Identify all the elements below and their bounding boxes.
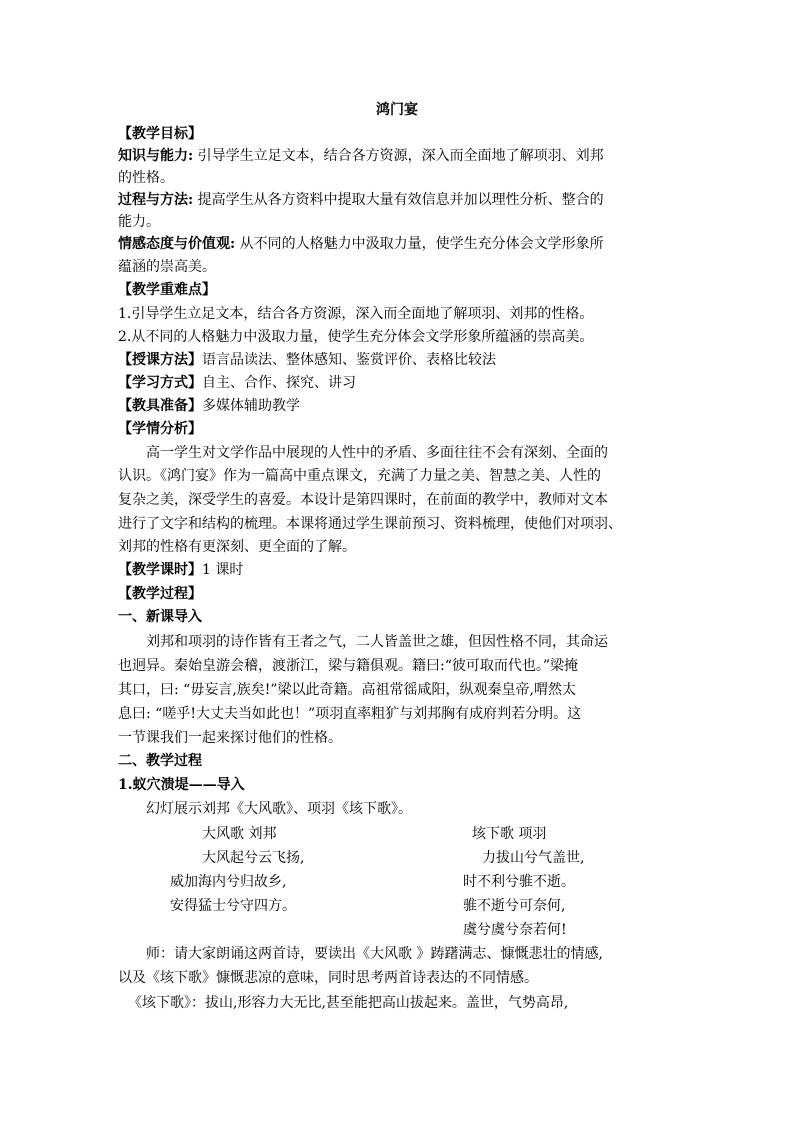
poem-right-line: 骓不逝兮可奈何, [463,898,566,914]
hours-text: 1 课时 [202,562,244,578]
slide-text: 幻灯展示刘邦《大风歌》、项羽《垓下歌》。 [146,801,412,817]
poem-right-title: 垓下歌 项羽 [472,826,547,842]
analysis-line-3: 复杂之美，深受学生的喜爱。本设计是第四课时，在前面的教学中，教师对文本 [118,492,608,508]
intro-line-4: 息曰: “嗟乎!大丈夫当如此也！”项羽直率粗犷与刘邦胸有成府判若分明。这 [118,706,582,722]
section-2-heading: 二、教学过程 [118,753,202,769]
key-heading: 【教学重难点】 [118,282,216,298]
tool-label: 【教具准备】 [118,398,202,414]
study-line [118,373,356,393]
teacher-line-1: 师：请大家朗诵这两首诗，要读出《大风歌 》踌躇满志、慷慨悲壮的情感, [146,946,603,962]
poem-left-title: 大风歌 刘邦 [202,826,277,842]
method-label: 【授课方法】 [118,352,202,368]
poem-left-line: 大风起兮云飞扬, [202,850,305,866]
tool-text: 多媒体辅助教学 [202,398,300,414]
poem-right-line: 力拔山兮气盖世, [482,850,585,866]
process-line-1 [118,190,604,210]
tool-line [118,396,300,416]
emotion-text: 从不同的人格魅力中汲取力量，使学生充分体会文学形象所 [235,236,604,252]
hours-label: 【教学课时】 [118,562,202,578]
intro-line-2: 也迥异。秦始皇游会稽，渡浙江，梁与籍俱观。籍曰:“彼可取而代也。”梁掩 [118,658,579,674]
intro-line-5: 一节课我们一起来探讨他们的性格。 [118,730,342,746]
intro-line-1: 刘邦和项羽的诗作皆有王者之气，二人皆盖世之雄，但因性格不同，其命运 [146,634,608,650]
key-point-2: 2.从不同的人格魅力中汲取力量，使学生充分体会文学形象所蕴涵的崇高美。 [118,329,594,345]
poem-left-line: 威加海内兮归故乡, [170,874,287,890]
analysis-heading: 【学情分析】 [118,421,202,437]
study-label: 【学习方式】 [118,375,202,391]
page-title: 鸿门宴 [376,102,418,118]
key-point-1: 1.引导学生立足文本，结合各方资源，深入而全面地了解项羽、刘邦的性格。 [118,306,594,322]
analysis-line-5: 刘邦的性格有更深刻、更全面的了解。 [118,539,356,555]
emotion-line-1 [118,234,604,254]
process-label: 过程与方法: [118,192,194,208]
emotion-line-2: 蕴涵的崇高美。 [118,259,216,275]
process-line-2: 能力。 [118,214,160,230]
process-text: 提高学生从各方资料中提取大量有效信息并加以理性分析、整合的 [193,192,604,208]
knowledge-text: 引导学生立足文本，结合各方资源，深入而全面地了解项羽、刘邦 [193,148,604,164]
subsection-1-heading: 1.蚁穴溃堤——导入 [118,777,245,793]
knowledge-label: 知识与能力: [118,148,194,164]
gaixia-line-1: 《垓下歌》：拔山,形容力大无比,甚至能把高山拔起来。盖世，气势高昂, [128,995,569,1011]
study-text: 自主、合作、探究、讲习 [202,375,356,391]
intro-line-3: 其口，曰: “毋妄言,族矣!”梁以此奇籍。高祖常徭咸阳，纵观秦皇帝,喟然太 [118,682,577,698]
analysis-line-4: 进行了文字和结构的梳理。本课将通过学生课前预习、资料梳理，使他们对项羽、 [118,516,622,532]
teacher-line-2: 以及《垓下歌》慷慨悲凉的意味，同时思考两首诗表达的不同情感。 [118,970,538,986]
method-line [118,350,496,370]
poem-right-line: 时不利兮骓不逝。 [463,874,575,890]
section-1-heading: 一、新课导入 [118,609,202,625]
hours-line [118,560,243,580]
goals-heading: 【教学目标】 [118,126,202,142]
poem-right-line: 虞兮虞兮奈若何! [463,922,567,938]
process-heading: 【教学过程】 [118,586,202,602]
method-text: 语言品读法、整体感知、鉴赏评价、表格比较法 [202,352,496,368]
analysis-line-2: 认识。《鸿门宴》作为一篇高中重点课文，充满了力量之美、智慧之美、人性的 [118,468,601,484]
analysis-line-1: 高一学生对文学作品中展现的人性中的矛盾、多面往往不会有深刻、全面的 [146,445,608,461]
knowledge-line-2: 的性格。 [118,170,174,186]
poem-left-line: 安得猛士兮守四方。 [170,898,296,914]
emotion-label: 情感态度与价值观: [118,236,236,252]
knowledge-line-1 [118,146,604,166]
